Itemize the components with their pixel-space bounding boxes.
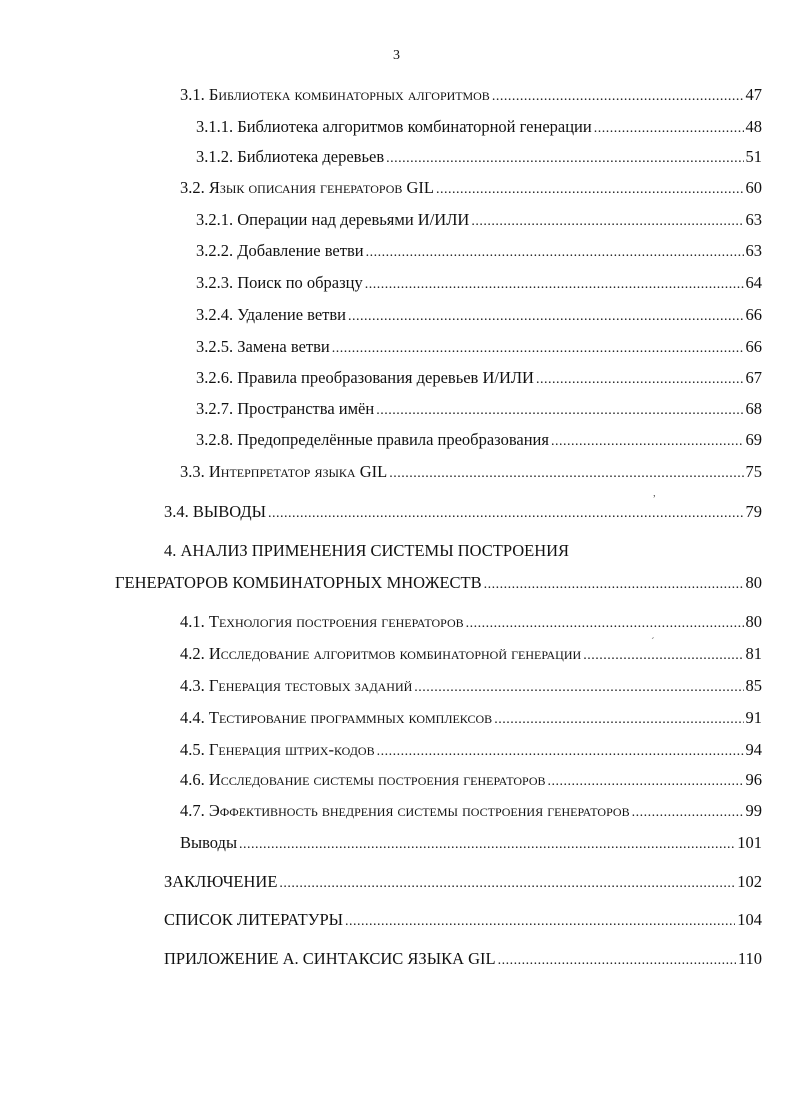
toc-title: Генерация тестовых заданий bbox=[208, 676, 413, 695]
toc-title: Эффективность внедрения системы построения генераторов bbox=[208, 801, 630, 820]
toc-entry-3-2-5[interactable] bbox=[196, 337, 762, 359]
toc-number: 3.1. bbox=[180, 85, 205, 104]
toc-title: Библиотека комбинаторных алгоритмов bbox=[208, 85, 490, 104]
toc-page: 99 bbox=[745, 801, 762, 820]
toc-entry-4-2[interactable] bbox=[180, 644, 762, 666]
toc-number: 3.1.1. bbox=[196, 117, 234, 136]
toc-entry-zaklyuchenie[interactable] bbox=[164, 872, 762, 894]
toc-entry-3-1-1[interactable] bbox=[196, 117, 762, 139]
toc-title: Исследование алгоритмов комбинаторной генерации bbox=[208, 644, 582, 663]
toc-page: 80 bbox=[745, 573, 762, 592]
toc-leader-dots bbox=[494, 710, 743, 730]
toc-title: Поиск по образцу bbox=[237, 273, 363, 292]
toc-number: 3.1.2. bbox=[196, 147, 234, 166]
toc-page: 101 bbox=[737, 833, 762, 852]
toc-leader-dots bbox=[268, 504, 743, 524]
toc-title: Пространства имён bbox=[237, 399, 375, 418]
toc-leader-dots bbox=[436, 180, 744, 200]
toc-title: Исследование системы построения генераторов bbox=[208, 770, 546, 789]
toc-leader-dots bbox=[498, 951, 736, 971]
toc-chapter-4-line2[interactable] bbox=[115, 573, 762, 595]
toc-title: Добавление ветви bbox=[237, 241, 364, 260]
toc-page: 47 bbox=[745, 85, 762, 104]
toc-leader-dots bbox=[348, 307, 744, 327]
toc-leader-dots bbox=[471, 212, 743, 232]
toc-title: СПИСОК ЛИТЕРАТУРЫ bbox=[164, 910, 344, 929]
toc-number: 4.2. bbox=[180, 644, 205, 663]
toc-entry-3-2-4[interactable] bbox=[196, 305, 762, 327]
toc-leader-dots bbox=[239, 835, 735, 855]
toc-page: 104 bbox=[737, 910, 762, 929]
toc-leader-dots bbox=[377, 742, 744, 762]
toc-page: 79 bbox=[745, 502, 762, 521]
toc-page: 80 bbox=[745, 612, 762, 631]
toc-leader-dots bbox=[345, 912, 735, 932]
toc-title: ПРИЛОЖЕНИЕ А. СИНТАКСИС ЯЗЫКА GIL bbox=[164, 949, 496, 968]
toc-page: 75 bbox=[745, 462, 762, 481]
toc-leader-dots bbox=[548, 772, 744, 792]
toc-number: 4.4. bbox=[180, 708, 205, 727]
toc-title: Предопределённые правила преобразования bbox=[237, 430, 549, 449]
toc-number: 3.2.7. bbox=[196, 399, 234, 418]
toc-entry-3-2-3[interactable] bbox=[196, 273, 762, 295]
toc-page: 68 bbox=[745, 399, 762, 418]
toc-entry-3-2-1[interactable] bbox=[196, 210, 762, 232]
toc-title: Удаление ветви bbox=[237, 305, 346, 324]
toc-leader-dots bbox=[484, 575, 744, 595]
toc-leader-dots bbox=[376, 401, 743, 421]
toc-number: 4.5. bbox=[180, 740, 205, 759]
toc-title: ВЫВОДЫ bbox=[192, 502, 267, 521]
toc-page: 96 bbox=[745, 770, 762, 789]
toc-number: 3.2.5. bbox=[196, 337, 234, 356]
toc-page: 63 bbox=[745, 210, 762, 229]
toc-leader-dots bbox=[632, 803, 744, 823]
toc-number: 4.7. bbox=[180, 801, 205, 820]
toc-page: 63 bbox=[745, 241, 762, 260]
toc-leader-dots bbox=[414, 678, 743, 698]
toc-title: Тестирование программных комплексов bbox=[208, 708, 493, 727]
toc-number: 4. bbox=[164, 541, 177, 560]
scan-speck: ˊ bbox=[651, 636, 655, 648]
toc-title: Язык описания генераторов GIL bbox=[208, 178, 434, 197]
toc-page: 69 bbox=[745, 430, 762, 449]
toc-title: Выводы bbox=[180, 833, 238, 852]
toc-leader-dots bbox=[386, 149, 743, 169]
toc-page: 64 bbox=[745, 273, 762, 292]
toc-title: Библиотека деревьев bbox=[237, 147, 385, 166]
toc-entry-3-2-2[interactable] bbox=[196, 241, 762, 263]
toc-entry-3-1[interactable] bbox=[180, 85, 762, 107]
toc-page: 48 bbox=[745, 117, 762, 136]
toc-title: Замена ветви bbox=[237, 337, 330, 356]
toc-number: 4.6. bbox=[180, 770, 205, 789]
toc-number: 4.1. bbox=[180, 612, 205, 631]
toc-entry-4-1[interactable] bbox=[180, 612, 762, 634]
toc-title: Библиотека алгоритмов комбинаторной генерации bbox=[237, 117, 592, 136]
toc-entry-bibliography[interactable] bbox=[164, 910, 762, 932]
toc-title: Технология построения генераторов bbox=[208, 612, 464, 631]
toc-title: Операции над деревьями И/ИЛИ bbox=[237, 210, 470, 229]
toc-number: 3.4. bbox=[164, 502, 189, 521]
toc-page: 67 bbox=[745, 368, 762, 387]
toc-number: 3.2.2. bbox=[196, 241, 234, 260]
toc-page: 51 bbox=[745, 147, 762, 166]
toc-title: Правила преобразования деревьев И/ИЛИ bbox=[237, 368, 534, 387]
toc-leader-dots bbox=[492, 87, 744, 107]
toc-number: 3.2.8. bbox=[196, 430, 234, 449]
toc-chapter-4-line1[interactable] bbox=[164, 541, 569, 561]
toc-number: 3.3. bbox=[180, 462, 205, 481]
toc-number: 3.2.3. bbox=[196, 273, 234, 292]
toc-leader-dots bbox=[279, 874, 735, 894]
toc-page: 102 bbox=[737, 872, 762, 891]
toc-number: 3.2.6. bbox=[196, 368, 234, 387]
toc-page: 110 bbox=[737, 949, 762, 968]
toc-leader-dots bbox=[466, 614, 744, 634]
toc-number: 3.2. bbox=[180, 178, 205, 197]
toc-entry-conclusions[interactable] bbox=[180, 833, 762, 855]
toc-title: ГЕНЕРАТОРОВ КОМБИНАТОРНЫХ МНОЖЕСТВ bbox=[115, 573, 482, 592]
page-number: 3 bbox=[393, 48, 400, 63]
toc-entry-3-2-8[interactable] bbox=[196, 430, 762, 452]
toc-page: 66 bbox=[745, 337, 762, 356]
toc-entry-3-2-7[interactable] bbox=[196, 399, 762, 421]
toc-leader-dots bbox=[365, 275, 744, 295]
toc-entry-3-3[interactable] bbox=[180, 462, 762, 484]
toc-number: 3.2.4. bbox=[196, 305, 234, 324]
toc-leader-dots bbox=[594, 119, 744, 139]
toc-page: 60 bbox=[745, 178, 762, 197]
toc-number: 3.2.1. bbox=[196, 210, 234, 229]
toc-entry-3-2-6[interactable] bbox=[196, 368, 762, 390]
toc-leader-dots bbox=[583, 646, 743, 666]
toc-title: Генерация штрих-кодов bbox=[208, 740, 375, 759]
toc-title: Интерпретатор языка GIL bbox=[208, 462, 388, 481]
toc-entry-4-5[interactable] bbox=[180, 740, 762, 762]
toc-title: АНАЛИЗ ПРИМЕНЕНИЯ СИСТЕМЫ ПОСТРОЕНИЯ bbox=[180, 541, 570, 560]
toc-page: 91 bbox=[745, 708, 762, 727]
toc-title: ЗАКЛЮЧЕНИЕ bbox=[164, 872, 278, 891]
toc-leader-dots bbox=[536, 370, 744, 390]
toc-leader-dots bbox=[389, 464, 743, 484]
toc-leader-dots bbox=[366, 243, 744, 263]
toc-entry-appendix-a[interactable] bbox=[164, 949, 762, 971]
toc-leader-dots bbox=[332, 339, 744, 359]
toc-page: 94 bbox=[745, 740, 762, 759]
toc-entry-4-6[interactable] bbox=[180, 770, 762, 792]
toc-entry-4-3[interactable] bbox=[180, 676, 762, 698]
toc-entry-4-7[interactable] bbox=[180, 801, 762, 823]
toc-number: 4.3. bbox=[180, 676, 205, 695]
toc-page: 81 bbox=[745, 644, 762, 663]
toc-entry-3-1-2[interactable] bbox=[196, 147, 762, 169]
scan-speck: , bbox=[653, 487, 656, 499]
toc-entry-3-2[interactable] bbox=[180, 178, 762, 200]
toc-page: 85 bbox=[745, 676, 762, 695]
toc-entry-3-4[interactable] bbox=[164, 502, 762, 524]
toc-leader-dots bbox=[551, 432, 744, 452]
toc-entry-4-4[interactable] bbox=[180, 708, 762, 730]
toc-page: 66 bbox=[745, 305, 762, 324]
